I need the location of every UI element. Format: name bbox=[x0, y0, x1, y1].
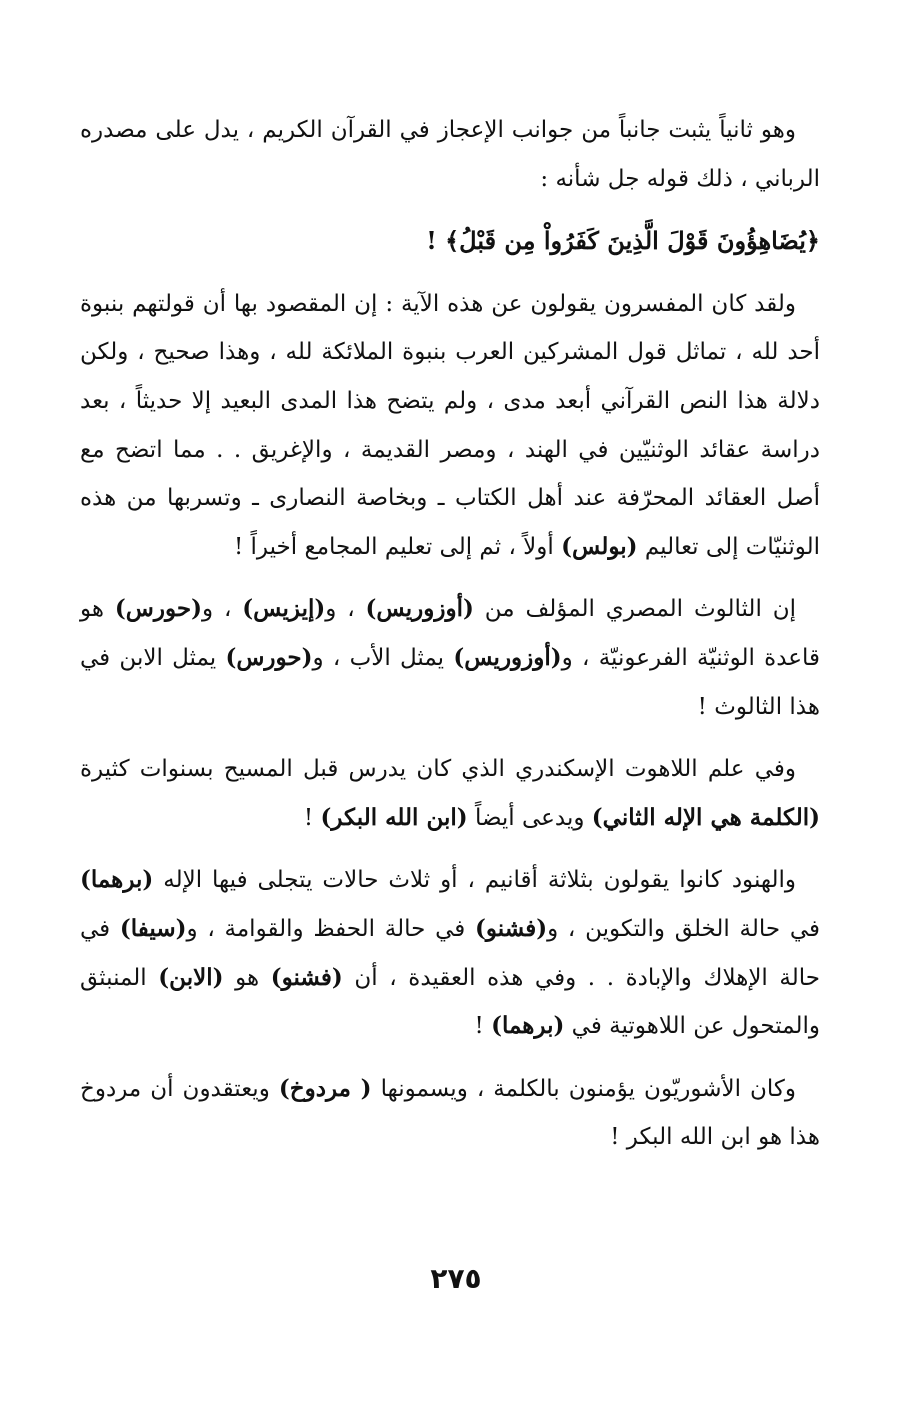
bold-term: (حورس) bbox=[114, 595, 202, 623]
paragraph-text: ويدعى أيضاً bbox=[467, 804, 592, 831]
bold-term: (سيفا) bbox=[119, 914, 187, 942]
paragraph-text: وفي علم اللاهوت الإسكندري الذي كان يدرس قبل المسيح بسنوات كثيرة bbox=[80, 756, 796, 783]
paragraph-5 bbox=[80, 856, 820, 1050]
bold-term: (برهما) bbox=[80, 866, 154, 894]
paragraph-text: ! bbox=[474, 1013, 492, 1040]
paragraph-6 bbox=[80, 1065, 820, 1162]
page-number: ٢٧٥ bbox=[430, 1262, 482, 1295]
paragraph-text: ! bbox=[303, 804, 321, 831]
bold-term: ( مردوخ) bbox=[278, 1074, 372, 1102]
paragraph-text: في حالة الحفظ والقوامة ، و bbox=[186, 915, 475, 942]
quran-verse bbox=[80, 217, 820, 266]
paragraph-text: في حالة الإهلاك والإبادة . . وفي هذه العقيدة ، أن bbox=[80, 915, 820, 991]
bold-term: (فشنو) bbox=[270, 963, 343, 991]
bold-term: (الكلمة هي الإله الثاني) bbox=[591, 803, 820, 831]
bold-term: (ابن الله البكر) bbox=[320, 803, 468, 831]
bold-term: (الابن) bbox=[158, 963, 224, 991]
paragraph-text: ، و bbox=[201, 596, 243, 623]
paragraph-1 bbox=[80, 106, 820, 203]
paragraph-text: هو bbox=[223, 964, 271, 991]
paragraph-text: ، و bbox=[325, 596, 366, 623]
bold-term: (فشنو) bbox=[474, 914, 548, 942]
bold-term: (أوزوريس) bbox=[453, 643, 562, 671]
paragraph-text: إن الثالوث المصري المؤلف من bbox=[473, 596, 796, 623]
paragraph-text: هو قاعدة الوثنيّة الفرعونيّة ، و bbox=[80, 596, 820, 671]
paragraph-text: ويعتقدون أن مردوخ هذا هو ابن الله البكر ! bbox=[80, 1075, 820, 1151]
paragraph-4 bbox=[80, 745, 820, 842]
paragraph-text: المنبثق والمتحول عن اللاهوتية في bbox=[80, 964, 820, 1040]
bold-term: (برهما) bbox=[491, 1012, 565, 1040]
paragraph-text: والهنود كانوا يقولون بثلاثة أقانيم ، أو ثلاث حالات يتجلى فيها الإله bbox=[153, 867, 796, 894]
bold-term: (حورس) bbox=[225, 643, 313, 671]
bold-term: (بولس) bbox=[561, 532, 638, 560]
verse-text: ﴿يُضَاهِؤُونَ قَوْلَ الَّذِينَ كَفَرُواْ مِن قَبْلُ﴾ ! bbox=[426, 226, 820, 256]
paragraph-text: وكان الأشوريّون يؤمنون بالكلمة ، ويسمونها bbox=[371, 1075, 796, 1102]
bold-term: (إيزيس) bbox=[242, 595, 326, 623]
page-body bbox=[80, 106, 820, 1176]
paragraph-text: ولقد كان المفسرون يقولون عن هذه الآية : إن المقصود بها أن قولتهم بنبوة أحد لله ، تماثل قول المشركين العرب بنبوة الملائكة لله ، وهذا صحيح ، ولكن دلالة هذا النص القرآني أبعد مدى ، ولم يتضح هذا المدى البعيد إلا حديثاً ، بعد دراسة عقائد الوثنيّين في الهند ، ومصر القديمة ، والإغريق . . مما اتضح مع أصل العقائد المحرّفة عند أهل الكتاب ـ وبخاصة النصارى ـ وتسربها من هذه الوثنيّات إلى تعاليم bbox=[80, 290, 820, 560]
paragraph-text: أولاً ، ثم إلى تعليم المجامع أخيراً ! bbox=[233, 533, 562, 560]
paragraph-2 bbox=[80, 280, 820, 572]
paragraph-text: يمثل الأب ، و bbox=[312, 644, 454, 671]
paragraph-text: يمثل الابن في هذا الثالوث ! bbox=[80, 644, 820, 720]
paragraph-text: وهو ثانياً يثبت جانباً من جوانب الإعجاز في القرآن الكريم ، يدل على مصدره الرباني ، ذلك قوله جل شأنه : bbox=[80, 117, 820, 192]
paragraph-text: في حالة الخلق والتكوين ، و bbox=[547, 915, 821, 942]
paragraph-3 bbox=[80, 585, 820, 731]
bold-term: (أوزوريس) bbox=[365, 595, 474, 623]
